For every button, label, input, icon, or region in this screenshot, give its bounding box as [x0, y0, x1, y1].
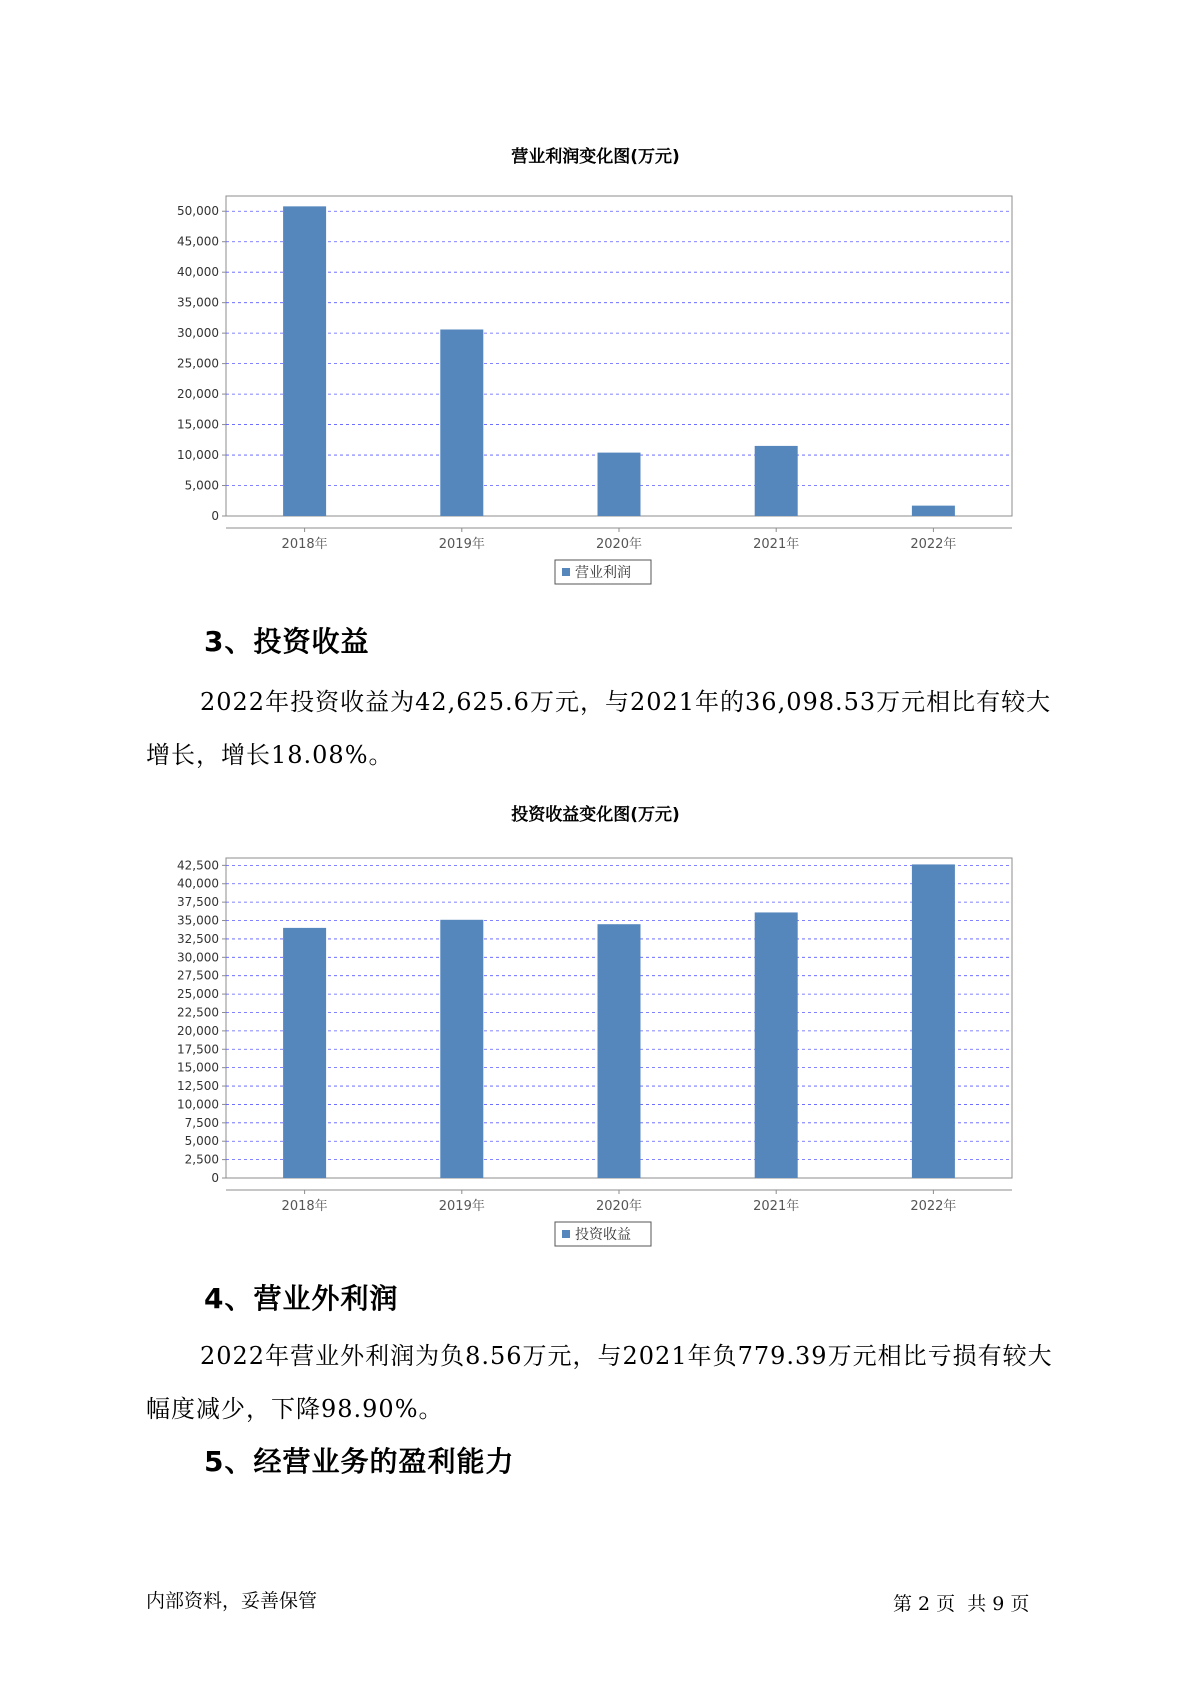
- y-tick-label: 22,500: [177, 1005, 219, 1020]
- chart1-title: 营业利润变化图(万元): [511, 147, 680, 167]
- section-3-paragraph: 2022年投资收益为42,625.6万元，与2021年的36,098.53万元相比有较大增长，增长18.08%。: [146, 688, 1052, 769]
- y-tick-label: 15,000: [177, 417, 219, 432]
- x-tick-label: 2018年: [281, 537, 328, 552]
- chart2-title: 投资收益变化图(万元): [511, 805, 680, 825]
- section-4-heading: 4、营业外利润: [204, 1282, 399, 1315]
- y-tick-label: 17,500: [177, 1042, 219, 1057]
- y-tick-label: 10,000: [177, 448, 219, 463]
- bar-2018年: [283, 928, 326, 1178]
- y-tick-label: 35,000: [177, 295, 219, 310]
- section-3-heading: 3、投资收益: [204, 625, 370, 658]
- y-tick-label: 30,000: [177, 326, 219, 341]
- legend-label: 投资收益: [575, 1227, 631, 1243]
- y-tick-label: 40,000: [177, 265, 219, 280]
- y-tick-label: 35,000: [177, 913, 219, 928]
- legend: [555, 1222, 651, 1246]
- y-tick-label: 15,000: [177, 1060, 219, 1075]
- y-tick-label: 0: [211, 1171, 219, 1185]
- y-tick-label: 27,500: [177, 968, 219, 983]
- y-tick-label: 42,500: [177, 858, 219, 873]
- y-tick-label: 40,000: [177, 876, 219, 891]
- y-tick-label: 25,000: [177, 987, 219, 1002]
- footer-confidential-note: 内部资料，妥善保管: [146, 1590, 318, 1612]
- bar-2020年: [598, 924, 641, 1178]
- x-tick-label: 2018年: [281, 1199, 328, 1214]
- legend-label: 营业利润: [575, 565, 631, 581]
- bar-2022年: [912, 864, 955, 1178]
- footer-page-number: 第 2 页 共 9 页: [893, 1593, 1030, 1615]
- y-tick-label: 7,500: [184, 1115, 219, 1130]
- y-tick-label: 50,000: [177, 204, 219, 219]
- y-tick-label: 30,000: [177, 950, 219, 965]
- x-tick-label: 2022年: [910, 1199, 957, 1214]
- x-tick-label: 2021年: [753, 537, 800, 552]
- y-tick-label: 10,000: [177, 1097, 219, 1112]
- y-tick-label: 0: [211, 509, 219, 523]
- y-tick-label: 5,000: [184, 1134, 219, 1149]
- y-tick-label: 5,000: [184, 478, 219, 493]
- y-tick-label: 20,000: [177, 1023, 219, 1038]
- y-tick-label: 45,000: [177, 234, 219, 249]
- x-tick-label: 2019年: [438, 1199, 485, 1214]
- x-tick-label: 2020年: [595, 1199, 643, 1214]
- bar-2019年: [440, 920, 483, 1178]
- section-5-heading: 5、经营业务的盈利能力: [204, 1445, 515, 1478]
- section-4-paragraph: 2022年营业外利润为负8.56万元，与2021年负779.39万元相比亏损有较大幅度减少，下降98.90%。: [146, 1342, 1053, 1423]
- x-tick-label: 2021年: [753, 1199, 800, 1214]
- x-tick-label: 2019年: [438, 537, 485, 552]
- y-tick-label: 2,500: [184, 1152, 219, 1167]
- y-tick-label: 37,500: [177, 895, 219, 910]
- legend-swatch: [562, 1230, 570, 1238]
- y-tick-label: 25,000: [177, 356, 219, 371]
- x-tick-label: 2020年: [595, 537, 643, 552]
- bar-2021年: [755, 912, 798, 1178]
- x-tick-label: 2022年: [910, 537, 957, 552]
- y-tick-label: 12,500: [177, 1079, 219, 1094]
- y-tick-label: 20,000: [177, 387, 219, 402]
- y-tick-label: 32,500: [177, 931, 219, 946]
